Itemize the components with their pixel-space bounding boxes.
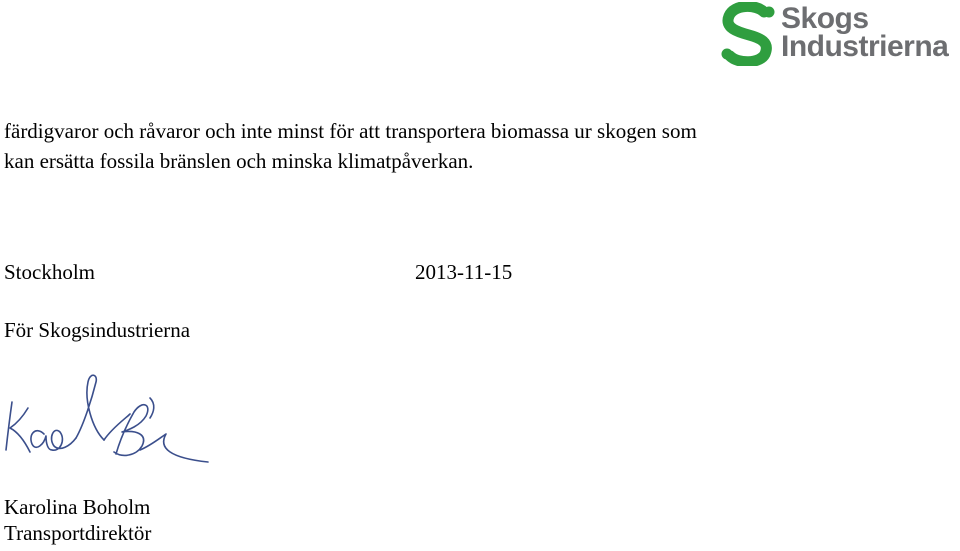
signer-title: Transportdirektör [4,521,152,545]
organization-line: För Skogsindustrierna [4,318,191,342]
signer-block [4,494,151,546]
paragraph-line: färdigvaror och råvaror och inte minst för att transportera biomassa ur skogen som [4,119,697,143]
handwritten-signature-icon [0,368,215,468]
skogsindustrierna-logo [720,2,960,66]
signing-place: Stockholm [4,260,96,284]
signer-name: Karolina Boholm [4,495,151,519]
logo-text-line2: Industrierna [781,30,949,63]
body-paragraph [4,116,904,176]
paragraph-line: kan ersätta fossila bränslen och minska klimatpåverkan. [4,149,474,173]
s-mark-icon [720,2,778,66]
logo-text-line1: Skogs [781,2,869,35]
signing-date: 2013-11-15 [415,260,513,284]
